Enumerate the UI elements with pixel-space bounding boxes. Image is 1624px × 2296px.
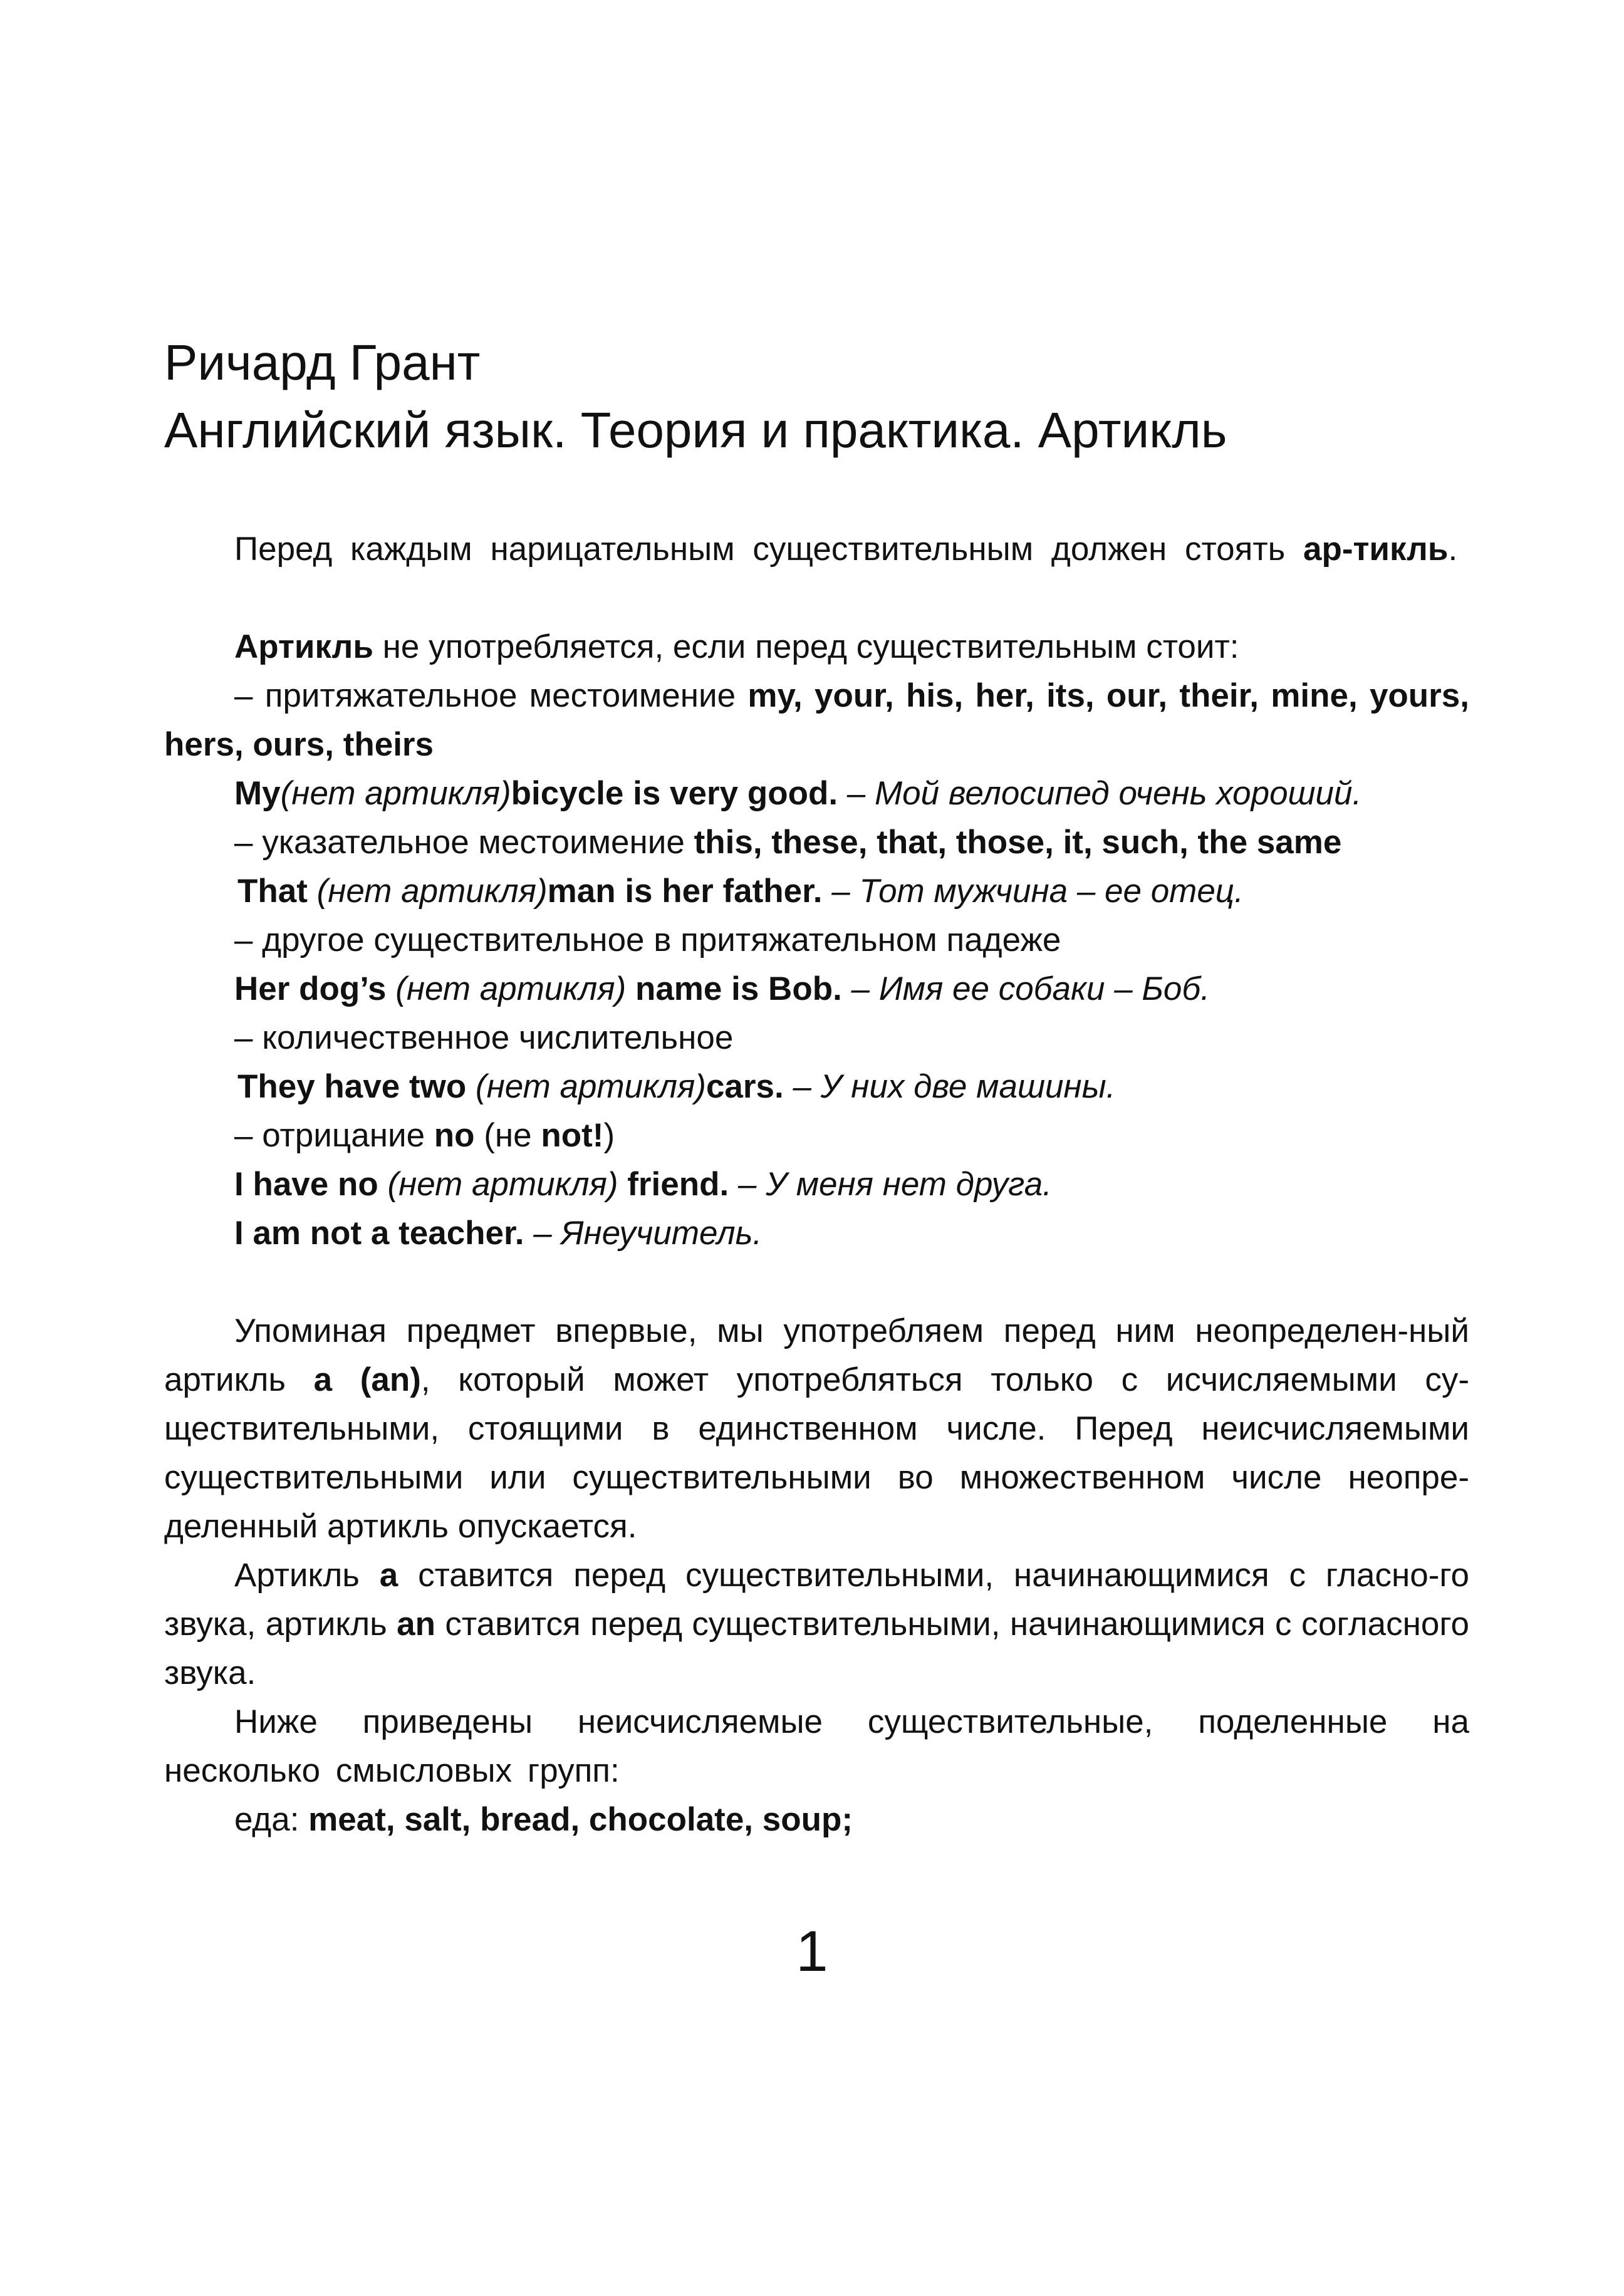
intro-end: .: [1448, 531, 1458, 568]
example-sentence: [164, 867, 1469, 916]
case-label: – другое существительное в притяжательном падеже: [234, 922, 1061, 958]
example-note: (нет артикля): [307, 873, 548, 910]
example-sentence: [164, 1062, 1469, 1111]
example-en: Her dog’s: [234, 970, 387, 1007]
example-note: (нет артикля): [386, 970, 635, 1007]
noun-group-food: [164, 1795, 1469, 1844]
indefinite-paragraph-2: [164, 1551, 1469, 1698]
example-en: I am not a teacher.: [234, 1215, 524, 1252]
example-translation: У них две машины.: [820, 1068, 1116, 1105]
case-possessive-noun: [164, 916, 1469, 965]
rule-lead: [164, 623, 1469, 672]
example-note: (нет артикля): [280, 775, 511, 812]
example-en: cars.: [705, 1068, 784, 1105]
example-en: They have two: [237, 1068, 467, 1105]
example-en: That: [237, 873, 308, 910]
example-en: My: [234, 775, 281, 812]
example-en: bicycle is very good.: [511, 775, 838, 812]
example-translation: Тот мужчина – ее отец.: [859, 873, 1244, 910]
example-dash: –: [729, 1166, 766, 1203]
intro-term: ар-тикль: [1303, 531, 1449, 568]
case-label: – притяжательное местоимение: [234, 677, 748, 714]
case-words: this, these, that, those, it, such, the same: [694, 824, 1342, 861]
rule-lead-term: Артикль: [234, 628, 373, 665]
example-dash: –: [841, 970, 879, 1007]
intro-text: Перед каждым нарицательным существительным должен стоять: [234, 531, 1303, 568]
book-title: Английский язык. Теория и практика. Артикль: [164, 402, 1227, 458]
paragraph-text: , который может употребляться только с исчисляемыми су-ществительными, стоящими в единственном числе. Перед неисчисляемыми существительными или существительными во множественном числе неопре-деленный артикль опускается.: [164, 1361, 1469, 1545]
example-sentence: [164, 965, 1469, 1014]
intro-paragraph: [164, 525, 1469, 574]
example-sentence: [164, 769, 1469, 818]
article-term: an: [397, 1606, 436, 1643]
case-negation: [164, 1111, 1469, 1160]
group-label: еда:: [234, 1801, 309, 1838]
negation-paren: (не: [474, 1117, 541, 1154]
article-term: a: [379, 1557, 398, 1594]
negation-paren-close: ): [603, 1117, 615, 1154]
rule-lead-text: не употребляется, если перед существительным стоит:: [373, 628, 1239, 665]
example-en: friend.: [627, 1166, 729, 1203]
example-dash: –: [783, 1068, 821, 1105]
example-sentence: [164, 1209, 1469, 1258]
title-block: [164, 329, 1480, 464]
paragraph-text: Ниже приведены неисчисляемые существительные, поделенные на несколько смысловых групп:: [164, 1703, 1469, 1789]
group-words: meat, salt, bread, chocolate, soup;: [308, 1801, 853, 1838]
author-name: Ричард Грант: [164, 335, 481, 390]
paragraph-gap: [164, 1258, 1469, 1307]
negation-not: not!: [541, 1117, 604, 1154]
example-dash: –: [822, 873, 860, 910]
page-body: [164, 525, 1469, 1844]
article-term: a (an): [313, 1361, 421, 1398]
case-numeral: [164, 1014, 1469, 1062]
paragraph-gap: [164, 574, 1469, 623]
example-note: (нет артикля): [378, 1166, 628, 1203]
case-label: – отрицание: [234, 1117, 434, 1154]
case-label: – количественное числительное: [234, 1019, 734, 1056]
example-sentence: [164, 1160, 1469, 1209]
example-translation: Имя ее собаки – Боб.: [878, 970, 1210, 1007]
paragraph-text: ставится перед существительными, начинающимися с гласно-го звука, артикль: [164, 1557, 1469, 1643]
example-dash: –: [524, 1215, 561, 1252]
indefinite-paragraph-1: [164, 1307, 1469, 1551]
example-translation: Мой велосипед очень хороший.: [875, 775, 1362, 812]
paragraph-text: ставится перед существительными, начинающимися с согласного звука.: [164, 1606, 1469, 1691]
example-en: I have no: [234, 1166, 378, 1203]
example-translation: Янеучитель.: [561, 1215, 763, 1252]
page-number: 1: [796, 1919, 828, 1983]
case-label: – указательное местоимение: [234, 824, 694, 861]
example-translation: У меня нет друга.: [766, 1166, 1052, 1203]
paragraph-text: Артикль: [234, 1557, 380, 1594]
case-possessive: [164, 672, 1469, 769]
indefinite-paragraph-3: [164, 1698, 1469, 1795]
case-words: my, your, his, her, its, our, their, mine, yours, hers, ours, theirs: [164, 677, 1470, 763]
example-en: man is her father.: [547, 873, 823, 910]
example-en: name is Bob.: [635, 970, 842, 1007]
example-note: (нет артикля): [466, 1068, 706, 1105]
case-demonstrative: [164, 818, 1469, 867]
example-dash: –: [838, 775, 875, 812]
paragraph-text: Упоминая предмет впервые, мы употребляем перед ним неопределен-ный артикль: [164, 1312, 1469, 1398]
negation-no: no: [434, 1117, 475, 1154]
